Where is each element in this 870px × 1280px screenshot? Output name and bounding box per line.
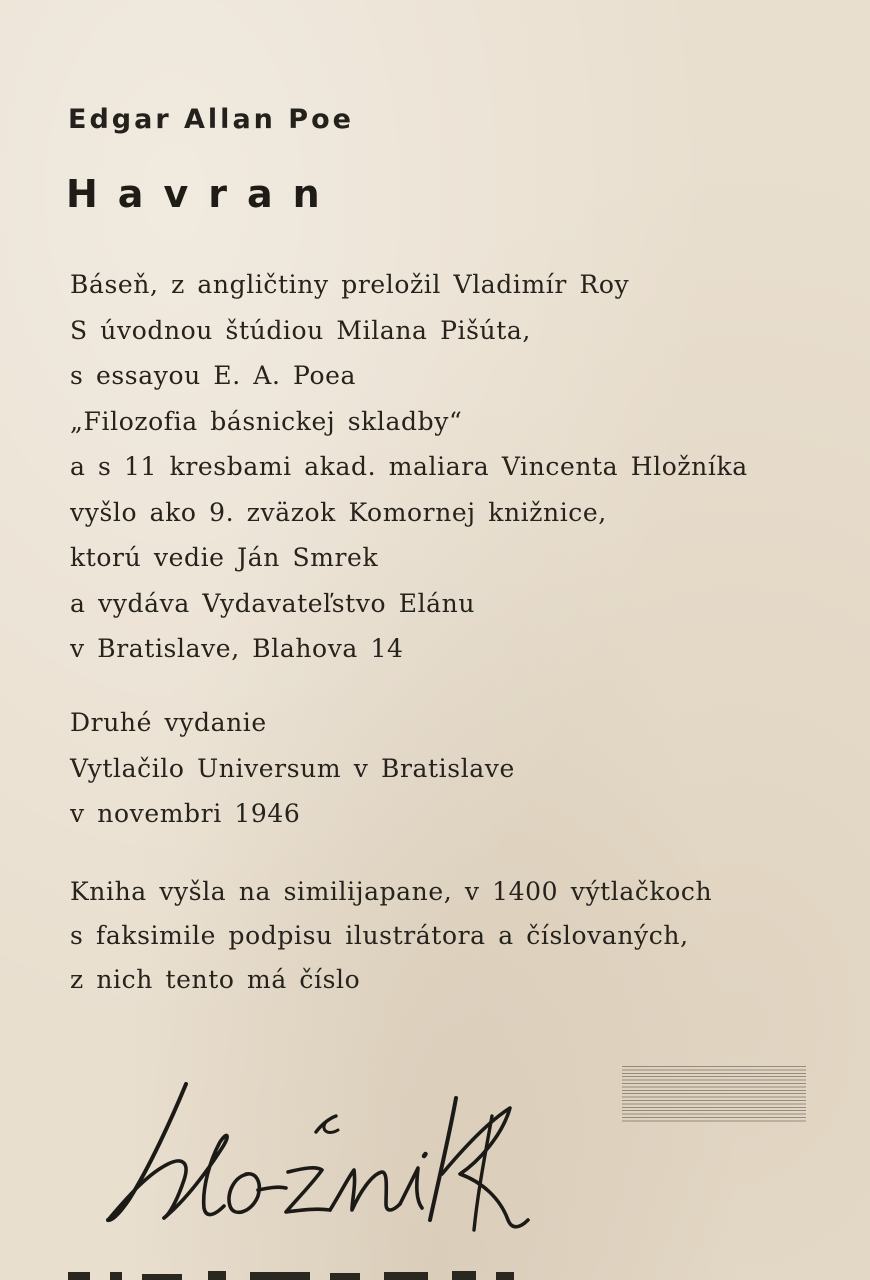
illustrator-signature bbox=[90, 1070, 550, 1240]
edition-line: Druhé vydanie bbox=[70, 708, 267, 737]
colophon-line: S úvodnou štúdiou Milana Pišúta, bbox=[70, 315, 531, 345]
book-title: Havran bbox=[66, 172, 340, 216]
colophon-line: a vydáva Vydavateľstvo Elánu bbox=[70, 588, 476, 618]
colophon-line: a s 11 kresbami akad. maliara Vincenta Hložníka bbox=[70, 452, 748, 481]
colophon-block bbox=[70, 262, 748, 672]
print-run-line: z nich tento má číslo bbox=[70, 965, 361, 994]
print-run-line: Kniha vyšla na similijapane, v 1400 výtlačkoch bbox=[70, 877, 713, 906]
colophon-line: s essayou E. A. Poea bbox=[70, 361, 357, 390]
print-run-block bbox=[70, 870, 712, 1002]
author-name: Edgar Allan Poe bbox=[68, 104, 354, 135]
print-run-line: s faksimile podpisu ilustrátora a číslovaných, bbox=[70, 921, 689, 950]
next-line-fragment bbox=[0, 1266, 870, 1280]
colophon-line: ktorú vedie Ján Smrek bbox=[70, 543, 379, 572]
edition-line: Vytlačilo Universum v Bratislave bbox=[70, 753, 515, 783]
edition-block bbox=[70, 700, 515, 837]
colophon-line: v Bratislave, Blahova 14 bbox=[70, 634, 404, 663]
colophon-line: vyšlo ako 9. zväzok Komornej knižnice, bbox=[70, 497, 607, 527]
colophon-line: Báseň, z angličtiny preložil Vladimír Roy bbox=[70, 270, 630, 299]
copy-number-field bbox=[622, 1066, 806, 1124]
edition-line: v novembri 1946 bbox=[70, 799, 301, 828]
colophon-line: „Filozofia básnickej skladby“ bbox=[70, 406, 463, 436]
